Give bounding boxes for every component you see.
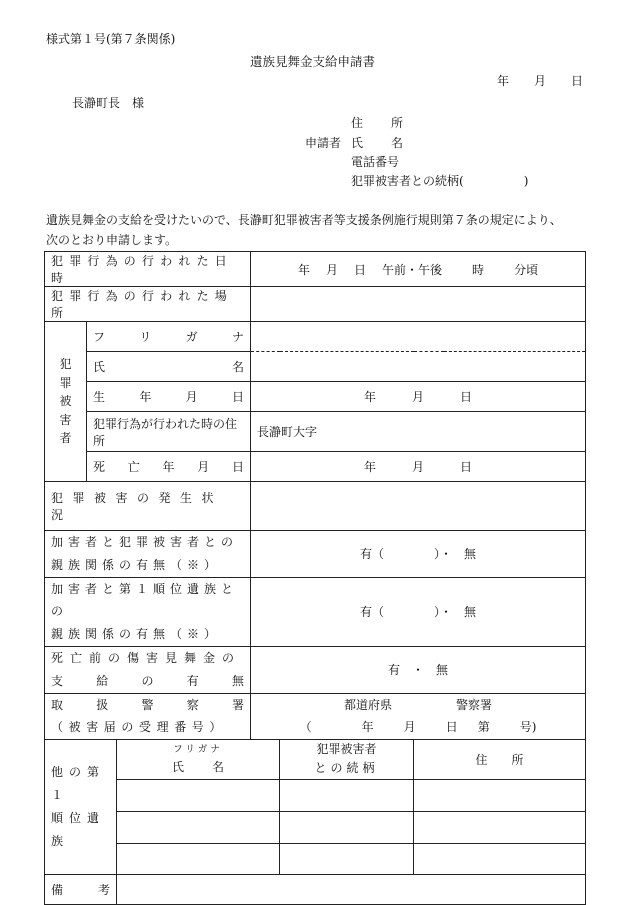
date-year: 年 [497, 74, 510, 88]
unit-month: 月 [412, 460, 425, 474]
label-char: 名 [212, 760, 225, 775]
intro-line-2: 次のとおり申請します。 [46, 233, 178, 247]
label-char: の [141, 673, 154, 688]
label-char: 署 [232, 697, 245, 712]
relation-close: ) [523, 174, 529, 188]
heir-row [45, 811, 586, 843]
addressee: 長瀞町長 様 [72, 96, 145, 110]
label-char: 亡 [127, 460, 140, 474]
relation-victim-field[interactable] [251, 531, 586, 578]
prefecture-label: 都道府県 [344, 697, 393, 712]
heir-relation-field[interactable] [280, 843, 414, 874]
applicant-phone-label: 電話番号 [351, 155, 400, 169]
remarks-field[interactable] [117, 874, 586, 904]
row-heirs-header [45, 740, 586, 779]
unit-year: 年 [361, 720, 374, 735]
label-char: 考 [97, 882, 110, 897]
label-char: 生 [93, 390, 106, 404]
label-char: ナ [231, 330, 244, 344]
label-char: 死 [93, 460, 106, 474]
option-yes: 有 [388, 663, 401, 678]
row-crime-datetime [45, 252, 586, 287]
label-char: 所 [390, 116, 403, 130]
victim-furigana-label [87, 322, 251, 352]
label-line-2: （被害届の受理番号） [51, 720, 228, 735]
label-char: 扱 [96, 697, 109, 712]
row-victim-name [45, 352, 586, 382]
label-line-1: 加害者と第１順位遺族との [51, 581, 239, 619]
heir-address-field[interactable] [414, 779, 586, 811]
label-char: 住 [475, 752, 488, 767]
number-suffix: 号) [519, 720, 537, 735]
relation-header-line-1: 犯罪被害者 [316, 742, 377, 757]
option-yes: 有（ [360, 605, 385, 620]
relation-victim-label [45, 531, 251, 578]
label-char: 住 [351, 116, 364, 130]
label-char: 被 [59, 394, 72, 409]
label-char: リ [139, 330, 152, 344]
label-char: 犯 [59, 357, 72, 372]
heir-relation-field[interactable] [280, 779, 414, 811]
label-char: 取 [51, 697, 64, 712]
label-char: 日 [231, 390, 244, 404]
option-yes: 有（ [360, 547, 385, 562]
victim-death-label [87, 452, 251, 482]
victim-name-field[interactable] [251, 352, 586, 382]
unit-hour: 時 [472, 262, 485, 277]
crime-datetime-field[interactable] [251, 252, 586, 287]
relation-first-heir-field[interactable] [251, 577, 586, 646]
unit-month: 月 [326, 262, 339, 277]
heirs-address-header [414, 740, 586, 779]
label-line-1: 加害者と犯罪被害者との [51, 535, 239, 549]
separator: ）・ [434, 605, 453, 620]
remarks-label-text [51, 881, 110, 898]
label-char: 支 [51, 673, 64, 688]
crime-place-field[interactable] [251, 287, 586, 322]
label-char: 名 [390, 136, 403, 150]
remarks-label [45, 874, 117, 904]
row-victim-birth [45, 382, 586, 412]
label-char: 月 [185, 390, 198, 404]
victim-birth-label [87, 382, 251, 412]
label-text: 犯罪行為の行われた日時 [51, 254, 234, 285]
row-crime-place [45, 287, 586, 322]
unit-month: 月 [403, 720, 416, 735]
victim-vertical-label [45, 355, 86, 448]
heir-name-field[interactable] [117, 811, 280, 843]
heir-row [45, 779, 586, 811]
label-text: 犯罪行為の行われた場所 [51, 289, 234, 320]
application-table [44, 251, 586, 905]
birth-label-text [93, 388, 244, 405]
label-char: 無 [232, 673, 245, 688]
heir-name-field[interactable] [117, 779, 280, 811]
separator: ）・ [434, 547, 453, 562]
label-char: 年 [162, 460, 175, 474]
victim-birth-field[interactable] [251, 382, 586, 412]
unit-year: 年 [364, 390, 377, 404]
police-field[interactable] [251, 693, 586, 740]
label-char: 氏 [351, 136, 364, 150]
label-line-2: 親族関係の有無（※） [51, 627, 222, 642]
row-victim-furigana [45, 322, 586, 352]
address-at-crime-field[interactable]: 長瀞町大字 [251, 412, 586, 452]
heirs-relation-header [280, 740, 414, 779]
row-victim-address [45, 412, 586, 452]
unit-year: 年 [364, 460, 377, 474]
applicant-label: 申請者 [305, 136, 342, 150]
paren-open: （ [299, 720, 312, 735]
relation-first-heir-label [45, 577, 251, 646]
unit-day: 日 [445, 720, 458, 735]
unit-month: 月 [412, 390, 425, 404]
police-label [45, 693, 251, 740]
heir-row [45, 843, 586, 874]
label-char: 者 [59, 431, 72, 446]
prior-injury-label [45, 646, 251, 693]
label-char: フ [93, 330, 106, 344]
victim-section-label [45, 322, 87, 482]
heirs-name-header [117, 740, 280, 779]
label-line-2: 順位遺族 [51, 810, 106, 848]
row-relation-victim [45, 531, 586, 578]
unit-day: 日 [460, 460, 473, 474]
label-char: 氏 [171, 760, 184, 775]
am-pm: 午前・午後 [382, 262, 443, 277]
unit-day: 日 [354, 262, 367, 277]
heir-name-field[interactable] [117, 843, 280, 874]
relation-label-text: 犯罪被害者との続柄( [351, 174, 464, 188]
unit-year: 年 [297, 262, 310, 277]
situation-field[interactable] [251, 482, 586, 531]
label-char: 月 [197, 460, 210, 474]
label-char: 給 [96, 673, 109, 688]
label-line-1 [51, 694, 244, 717]
label-char: 日 [232, 460, 245, 474]
label-char: 氏 [93, 360, 106, 374]
submission-date [497, 74, 583, 88]
victim-name-label [87, 352, 251, 382]
label-char: 年 [139, 390, 152, 404]
label-line-2: 親族関係の有無（※） [51, 557, 222, 572]
prior-injury-field[interactable] [251, 646, 586, 693]
option-no: 無 [436, 663, 449, 678]
heir-address-field[interactable] [414, 811, 586, 843]
situation-label [45, 482, 251, 531]
label-char: 警 [141, 697, 154, 712]
label-char: 所 [511, 752, 524, 767]
heir-address-field[interactable] [414, 843, 586, 874]
furigana-label-text [93, 328, 244, 345]
furigana-header: フリガナ [173, 744, 223, 756]
label-char: 名 [232, 360, 245, 374]
name-label-text [93, 358, 244, 375]
relation-header-line-2: との続柄 [314, 761, 379, 776]
crime-datetime-label [45, 252, 251, 287]
label-char: ガ [185, 330, 198, 344]
label-char: 害 [59, 412, 72, 427]
victim-death-field[interactable] [251, 452, 586, 482]
address-at-crime-label: 犯罪行為が行われた時の住所 [87, 412, 251, 452]
victim-furigana-field[interactable] [251, 322, 586, 352]
other-heirs-label [45, 740, 117, 874]
crime-place-label [45, 287, 251, 322]
date-day: 日 [570, 74, 583, 88]
row-situation [45, 482, 586, 531]
intro-line-1: 遺族見舞金の支給を受けたいので、長瀞町犯罪被害者等支援条例施行規則第７条の規定により、 [46, 213, 562, 227]
applicant-address-label [351, 116, 403, 130]
separator: ・ [412, 663, 425, 678]
label-text: 犯罪被害の発生状況 [51, 491, 224, 522]
unit-minute: 分頃 [514, 262, 539, 277]
label-line-2 [51, 670, 244, 693]
form-number: 様式第１号(第７条関係) [46, 32, 176, 46]
label-char: 備 [51, 882, 64, 897]
heir-relation-field[interactable] [280, 811, 414, 843]
option-no: 無 [464, 605, 477, 620]
row-prior-injury [45, 646, 586, 693]
label-line-1: 死亡前の傷害見舞金の [51, 650, 242, 665]
label-char: 罪 [59, 375, 72, 390]
unit-day: 日 [460, 390, 473, 404]
row-relation-first-heir [45, 577, 586, 646]
applicant-relation-label [351, 174, 528, 188]
death-label-text [93, 458, 244, 475]
row-police [45, 693, 586, 740]
applicant-name-label [351, 136, 403, 150]
date-month: 月 [533, 74, 546, 88]
row-victim-death [45, 452, 586, 482]
police-value-line-2 [257, 716, 579, 739]
option-no: 無 [464, 547, 477, 562]
label-char: 察 [186, 697, 199, 712]
name-header [117, 758, 279, 777]
number-prefix: 第 [477, 720, 490, 735]
police-station-label: 警察署 [456, 697, 493, 712]
police-value-line-1 [257, 694, 579, 717]
form-title: 遺族見舞金支給申請書 [250, 54, 376, 69]
label-char: 有 [186, 673, 199, 688]
row-remarks [45, 874, 586, 904]
label-line-1: 他の第１ [51, 765, 106, 803]
crime-datetime-label-text [51, 252, 244, 286]
